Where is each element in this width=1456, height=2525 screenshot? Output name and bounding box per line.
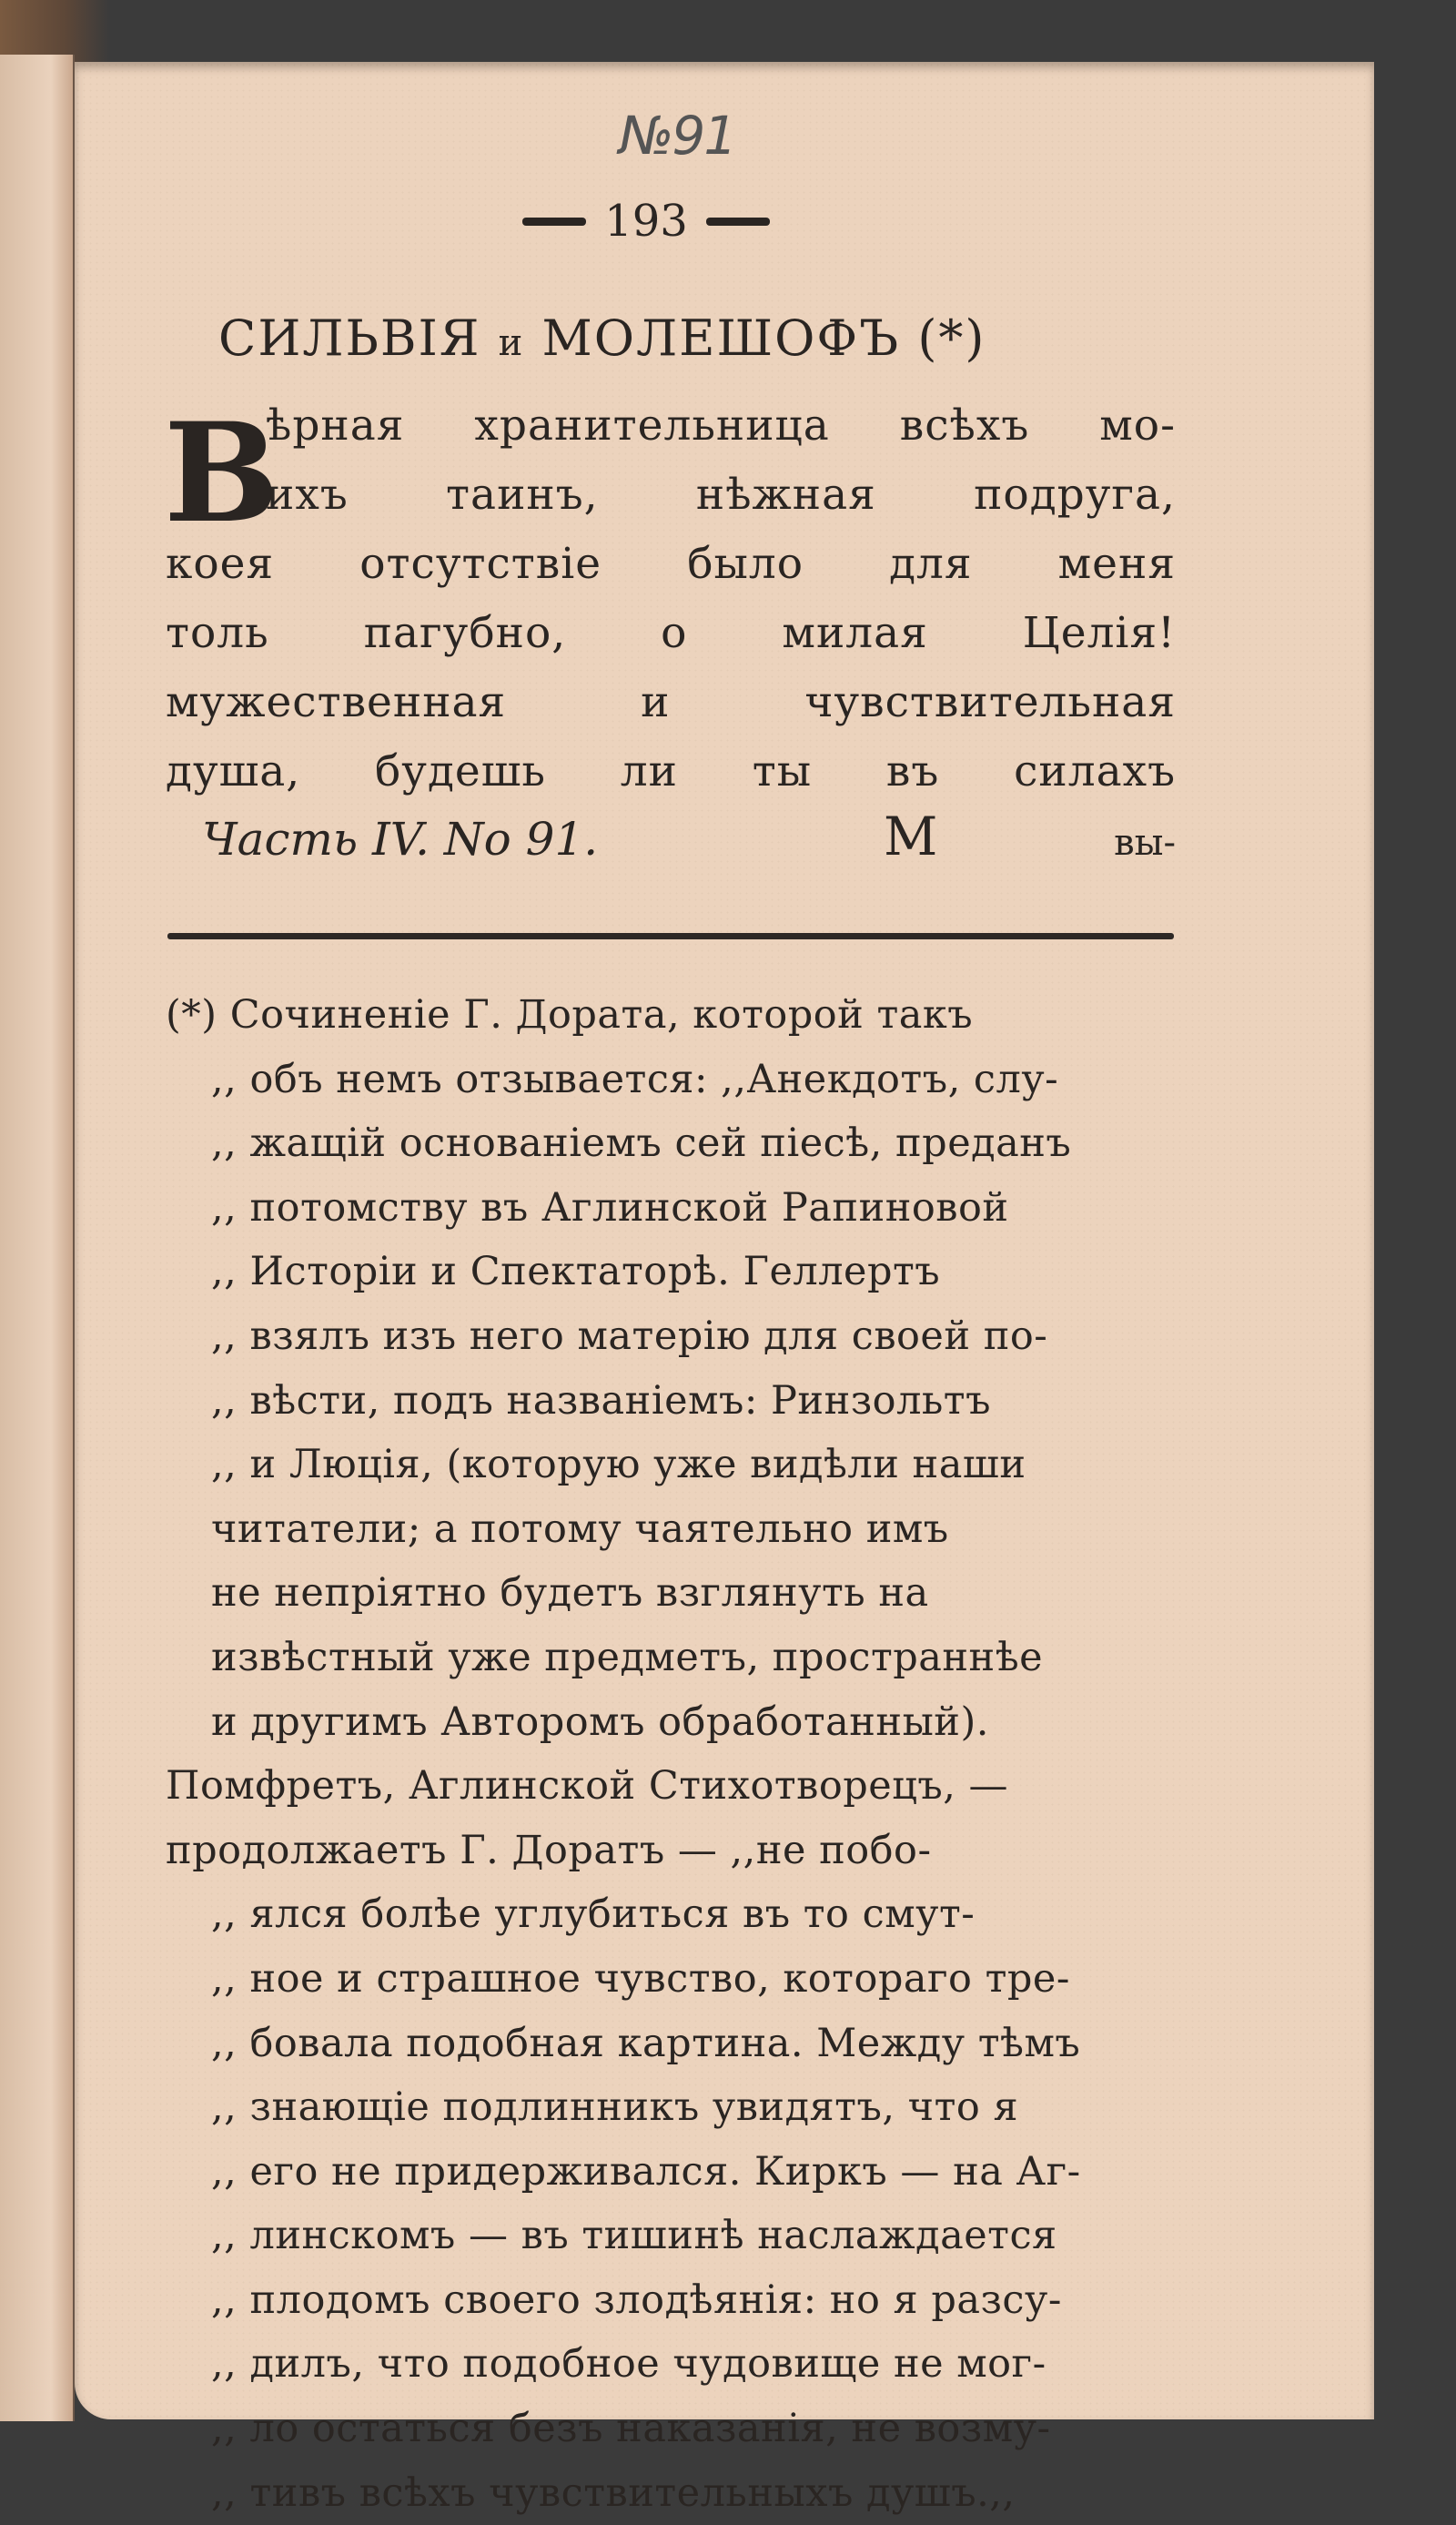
footnote [166, 983, 1178, 2525]
body-line: мужественная и чувствительная [166, 677, 1176, 727]
title-part-1: СИЛЬВІЯ [218, 309, 481, 367]
footnote-line: ,, плодомъ своего злодѣянія: но я разсу- [211, 2277, 1062, 2323]
footnote-line: ,, знающіе подлинникъ увидятъ, что я [211, 2084, 1019, 2131]
footnote-line: ,, его не придерживался. Киркъ — на Аг- [211, 2148, 1081, 2195]
handwritten-issue-number: №91 [619, 105, 736, 167]
footnote-line: ,, тивъ всѣхъ чувствительныхъ душъ.,, [211, 2469, 1016, 2516]
footnote-line: ,, вѣсти, подъ названіемъ: Ринзольтъ [211, 1377, 991, 1424]
footnote-line: ,, объ немъ отзывается: ,,Анекдотъ, слу- [211, 1056, 1059, 1102]
footnote-line: (*) Сочиненіе Г. Дората, которой такъ [166, 992, 974, 1038]
body-line: коея отсутствіе было для меня [166, 539, 1176, 589]
footnote-line: ,, жащій основаніемъ сей піесѣ, преданъ [211, 1121, 1072, 1167]
footnote-line: читатели; а потому чаятельно имъ [211, 1506, 949, 1552]
footnote-line: не непріятно будетъ взглянуть на [211, 1570, 929, 1617]
body-text [166, 391, 1176, 806]
footnote-line: Помфретъ, Аглинской Стихотворецъ, — [166, 1763, 1009, 1810]
footnote-line: ,, и Люція, (которую уже видѣли наши [211, 1442, 1026, 1488]
title-part-2: МОЛЕШОФЪ [541, 309, 901, 367]
footnote-line: ,, бовала подобная картина. Между тѣмъ [211, 2020, 1081, 2066]
title-footnote-mark: (*) [917, 309, 986, 367]
ornament-dash-right [706, 218, 770, 226]
page-number: 193 [604, 196, 688, 247]
footnote-line: ,, потомству въ Аглинской Рапиновой [211, 1184, 1009, 1231]
footnote-line: и другимъ Авторомъ обработанный). [211, 1699, 989, 1745]
signature-mark: M [883, 806, 938, 867]
footnote-line: ,, дилъ, что подобное чудовище не мог- [211, 2341, 1046, 2388]
ornament-dash-left [522, 218, 586, 226]
previous-page-edge [0, 55, 75, 2421]
body-line: душа, будешь ли ты въ силахъ [166, 746, 1176, 796]
drop-cap: В [164, 393, 279, 553]
footnote-line: продолжаетъ Г. Доратъ — ,,не побо- [166, 1827, 932, 1873]
footnote-line: ,, линскомъ — въ тишинѣ наслаждается [211, 2213, 1057, 2259]
signature-line [202, 806, 1176, 867]
article-title [218, 309, 1165, 367]
part-and-issue: Часть IV. No 91. [202, 813, 599, 866]
catchword: вы- [1114, 822, 1176, 864]
footnote-line: ,, ло остаться безъ наказанія, не возму- [211, 2406, 1051, 2452]
footnote-divider [167, 933, 1174, 939]
body-line: толь пагубно, о милая Целія! [166, 608, 1176, 658]
footnote-line: ,, ное и страшное чувство, котораго тре- [211, 1955, 1070, 2002]
body-line: ихъ таинъ, нѣжная подруга, [266, 470, 1176, 520]
footnote-line: ,, взялъ изъ него матерію для своей по- [211, 1313, 1048, 1359]
body-line: ѣрная хранительница всѣхъ мо- [266, 401, 1176, 451]
title-conjunction: и [498, 322, 525, 364]
page-number-header [496, 196, 796, 247]
footnote-line: извѣстный уже предметъ, пространнѣе [211, 1634, 1044, 1680]
footnote-line: ,, Исторіи и Спектаторѣ. Геллертъ [211, 1249, 941, 1295]
footnote-line: ,, ялся болѣе углубиться въ то смут- [211, 1891, 976, 1938]
